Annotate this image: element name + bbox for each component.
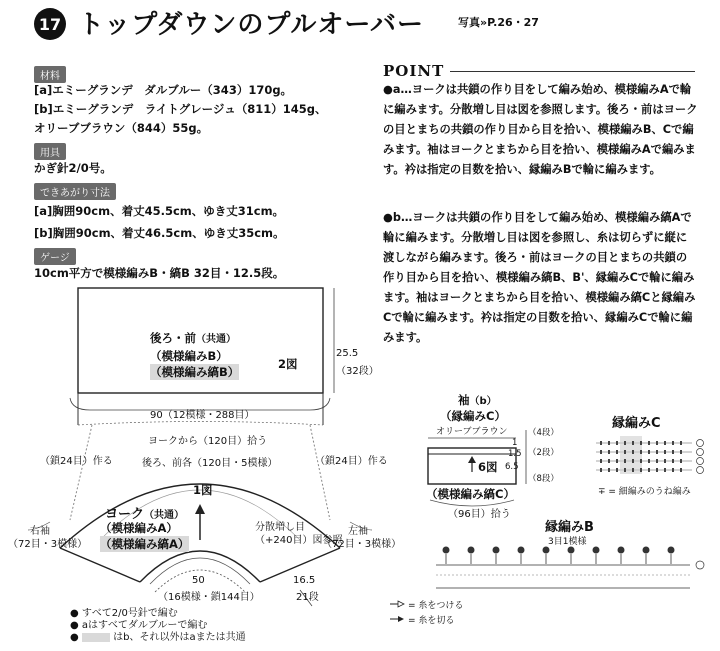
neck-count: （16模様・鎖144目）: [158, 592, 260, 603]
body-title: 後ろ・前（共通）: [150, 331, 236, 345]
note-color: ● aはすべてダルブルーで編む: [70, 620, 208, 631]
point-paragraph-b: ●b…ヨークは共鎖の作り目をして編み始め、模様編み縞Aで輪に編みます。分散増し目は図を参照し、糸は切らずに縦に渡しながら編みます。後ろ・前はヨークの目とまちの共鎖の作り目から目を拾い、模様編み縞B、B'、縁編みCで輪に編みます。袖はヨークとまちから目を拾い、模様編み縞Cと縁編みCで輪に編みます。衿は指定の目数を拾い、縁編みCで輪に編みます。: [383, 211, 696, 344]
yoke-rows: 21段: [296, 592, 319, 603]
gusset-left-label: （鎖24目）作る: [40, 456, 113, 467]
sleeve-title: 袖（b）: [458, 393, 497, 407]
legend-attach: = 糸をつける: [408, 601, 464, 611]
materials-line-a: [a]エミーグランデ ダルブルー（343）170g。: [34, 83, 293, 97]
sleeve-color-label: オリーブブラウン: [436, 427, 508, 437]
page-title: トップダウンのプルオーバー: [78, 10, 425, 40]
sleeve-figure-number: 6図: [478, 460, 498, 474]
legend-attach-icon: [398, 601, 404, 607]
materials-heading: 材料: [34, 66, 66, 83]
size-line-b: [b]胸囲90cm、着丈46.5cm、ゆき丈35cm。: [34, 226, 285, 240]
increase-detail: （+240目）図参照: [255, 535, 343, 546]
sleeve-edge-label: （縁編みC）: [440, 409, 506, 423]
yoke-pattern-stripe: （模様編み縞A）: [100, 537, 190, 551]
body-pattern: （模様編みB）: [150, 349, 228, 363]
body-rows: （32段）: [336, 366, 379, 377]
sleeve-left-count: （72目・3模様）: [8, 539, 88, 550]
yoke-outer-label: 後ろ、前各（120目・5模様）: [142, 458, 278, 469]
sleeve-left-title: 右袖: [30, 526, 50, 537]
legend-cut: = 糸を切る: [408, 616, 455, 626]
tools-value: かぎ針2/0号。: [34, 161, 112, 175]
gauge-value: 10cm平方で模様編みB・縞B 32目・12.5段。: [34, 266, 285, 280]
edge-c-note: ∓ = 細編みのうね編み: [598, 487, 691, 497]
body-width: 90（12模様・288目）: [150, 410, 255, 421]
edge-c-stitches: [598, 438, 692, 474]
neck-width: 50: [192, 575, 205, 586]
pattern-number: 17: [38, 14, 62, 34]
gusset-right-label: （鎖24目）作る: [315, 456, 388, 467]
materials-line-b2: オリーブブラウン（844）55g。: [34, 121, 209, 135]
sleeve-pattern: （模様編み縞C）: [426, 487, 515, 501]
point-paragraph-a: ●a…ヨークは共鎖の作り目をして編み始め、模様編みAで輪に編みます。分散増し目は図を参照します。後ろ・前はヨークの目とまちの共鎖の作り目から目を拾い、模様編みB、Cで編みます。袖はヨークとまちから目を拾い、模様編みAで編みます。衿は指定の目数を拾い、縁編みBで輪に編みます。: [383, 83, 698, 176]
yoke-pick-label: ヨークから（120目）拾う: [148, 436, 268, 447]
sleeve-right-title: 左袖: [348, 526, 368, 537]
legend-cut-icon: [398, 616, 404, 622]
sleeve-arrow-head: [468, 456, 476, 463]
photo-reference: 写真»P.26・27: [458, 16, 539, 29]
highlight-swatch: [82, 633, 110, 642]
yoke-height: 16.5: [293, 575, 316, 586]
sleeve-dim-1: 1: [512, 438, 518, 448]
yoke-title: ヨーク（共通）: [105, 507, 185, 522]
note-highlight: ● はb、それ以外はaまたは共通: [70, 632, 246, 643]
body-height: 25.5: [336, 348, 359, 359]
sleeve-right-count: （72目・3模様）: [322, 539, 402, 550]
yoke-pick-line: [78, 422, 323, 426]
sleeve-dim-2: 1.5: [508, 449, 522, 459]
edge-b-repeat: 3目1模様: [548, 537, 587, 547]
point-heading: POINT: [383, 62, 445, 80]
yoke-figure-number: 1図: [193, 483, 213, 497]
sleeve-rows-bottom: （8段）: [528, 474, 559, 484]
note-hook: ● すべて2/0号針で編む: [70, 608, 178, 619]
increase-label: 分散増し目: [255, 522, 305, 533]
sleeve-dim-3: 6.5: [505, 462, 519, 472]
size-line-a: [a]胸囲90cm、着丈45.5cm、ゆき丈31cm。: [34, 204, 285, 218]
materials-line-b: [b]エミーグランデ ライトグレージュ（811）145g、: [34, 102, 327, 116]
guide-right: [310, 425, 330, 520]
edge-c-title: 縁編みC: [612, 416, 661, 431]
sleeve-rows-top: （4段）: [528, 428, 559, 438]
size-heading: できあがり寸法: [34, 183, 116, 200]
body-pattern-stripe: （模様編み縞B）: [150, 365, 240, 379]
sleeve-pick: （96目）拾う: [448, 509, 511, 520]
body-figure-number: 2図: [278, 357, 298, 371]
edge-b-title: 縁編みB: [545, 520, 594, 535]
gauge-heading: ゲージ: [34, 248, 76, 265]
tools-heading: 用具: [34, 143, 66, 160]
sleeve-rows-mid: （2段）: [528, 448, 559, 458]
direction-arrow-head: [195, 504, 205, 514]
guide-left: [70, 425, 92, 520]
yoke-pattern: （模様編みA）: [100, 521, 178, 535]
yoke-left-edge: [60, 548, 140, 582]
